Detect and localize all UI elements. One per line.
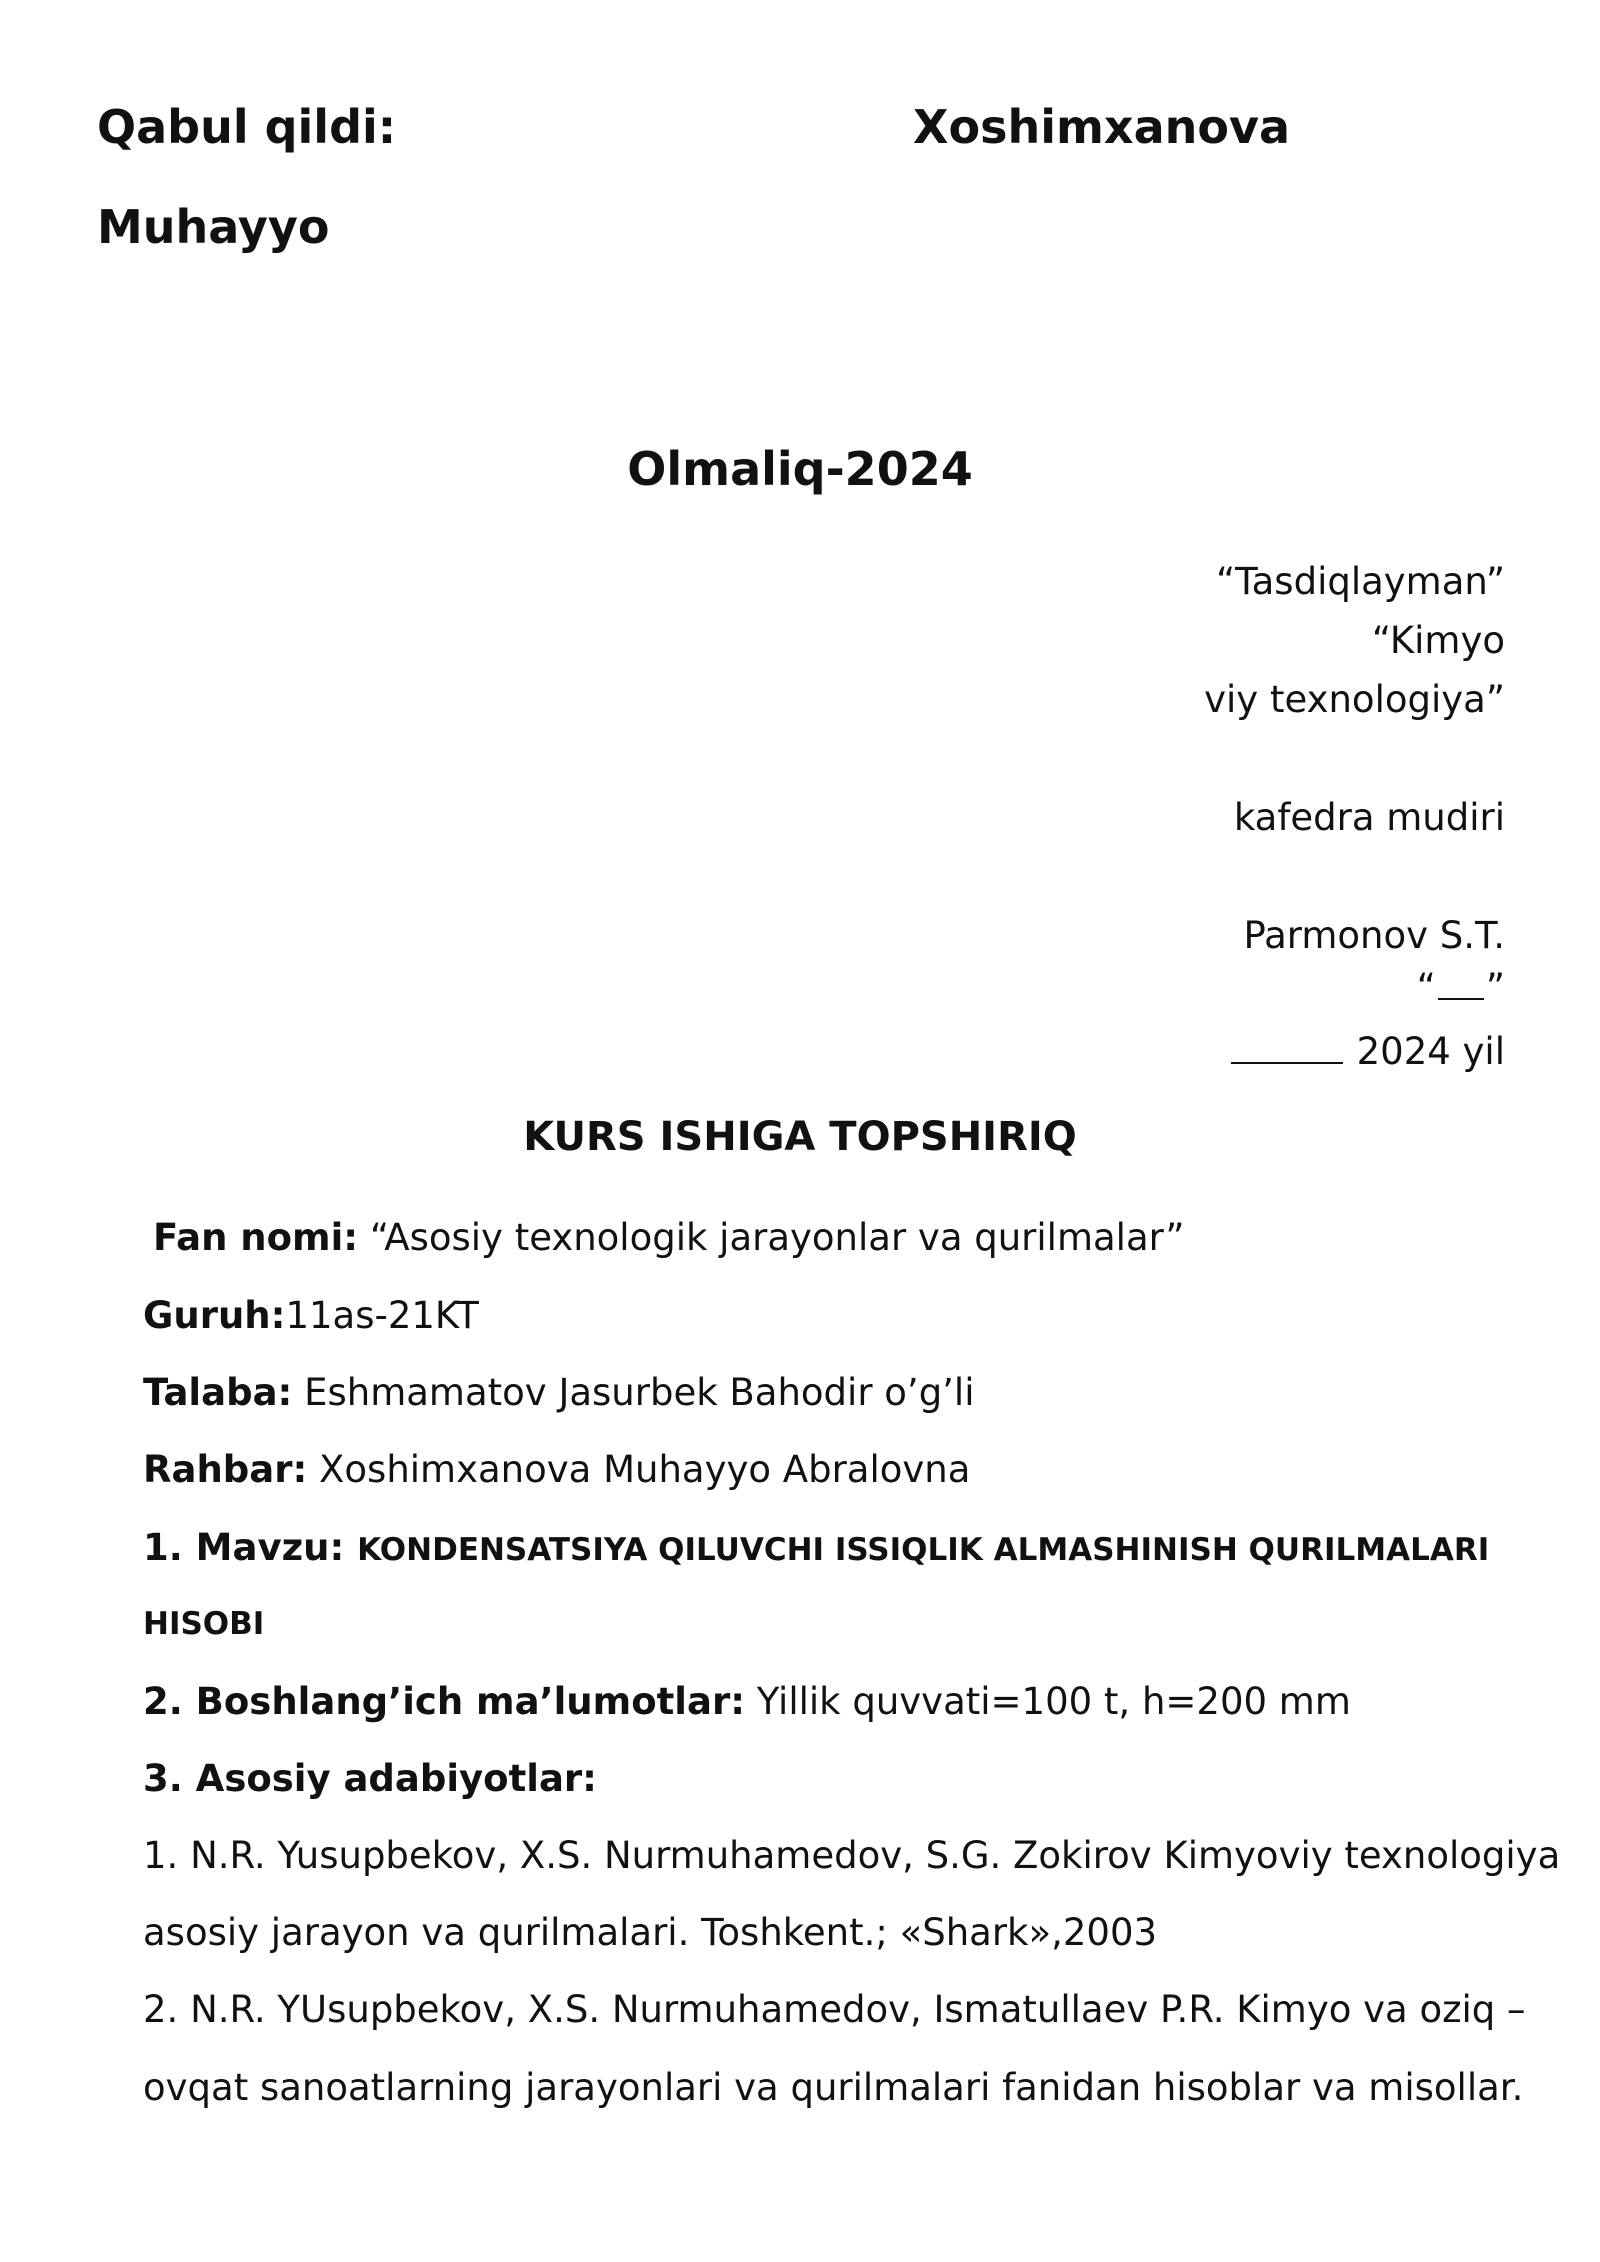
mavzu-value: KONDENSATSIYA QILUVCHI ISSIQLIK ALMASHINISH QURILMALARI: [357, 1532, 1490, 1568]
reference-1-line-2: asosiy jarayon va qurilmalari. Toshkent.; «Shark»,2003: [143, 1911, 1158, 1954]
approval-date-year: [1231, 1030, 1505, 1073]
quote-close: ”: [1485, 966, 1505, 1009]
receiver-first-name: Muhayyo: [97, 200, 330, 254]
city-year: Olmaliq-2024: [627, 442, 973, 496]
approval-line-texnologiya: viy texnologiya”: [1204, 678, 1505, 721]
approval-line-kafedra: kafedra mudiri: [1233, 796, 1505, 839]
boshlangich-value: Yillik quvvati=100 t, h=200 mm: [745, 1680, 1351, 1723]
talaba-value: Eshmamatov Jasurbek Bahodir o’g’li: [292, 1371, 975, 1414]
guruh-label: Guruh:: [143, 1294, 286, 1337]
boshlangich-label: 2. Boshlang’ich ma’lumotlar:: [143, 1680, 745, 1723]
fan-nomi-line: [153, 1216, 1185, 1259]
quote-open: “: [1416, 966, 1436, 1009]
rahbar-line: [143, 1448, 970, 1491]
mavzu-line: [143, 1526, 1489, 1569]
reference-2-line-1: 2. N.R. YUsupbekov, X.S. Nurmuhamedov, Ismatullaev P.R. Kimyo va oziq –: [143, 1988, 1526, 2031]
asosiy-adabiyotlar-heading: [143, 1757, 597, 1800]
reference-1-line-1: 1. N.R. Yusupbekov, X.S. Nurmuhamedov, S.G. Zokirov Kimyoviy texnologiya: [143, 1834, 1561, 1877]
approval-date-day: [1417, 966, 1505, 1009]
day-blank: [1438, 968, 1484, 1000]
guruh-line: [143, 1294, 479, 1337]
approval-line-tasdiqlayman: “Tasdiqlayman”: [1215, 560, 1505, 603]
guruh-value: 11as-21KT: [285, 1294, 479, 1337]
month-blank: [1231, 1032, 1343, 1064]
reference-2-line-2: ovqat sanoatlarning jarayonlari va qurilmalari fanidan hisoblar va misollar.: [143, 2066, 1524, 2109]
fan-value: “Asosiy texnologik jarayonlar va qurilmalar”: [358, 1216, 1185, 1259]
approval-line-head-name: Parmonov S.T.: [1243, 914, 1505, 957]
rahbar-value: Xoshimxanova Muhayyo Abralovna: [307, 1448, 971, 1491]
year-text: 2024 yil: [1356, 1030, 1505, 1073]
received-label: Qabul qildi:: [97, 100, 397, 154]
mavzu-label: 1. Mavzu:: [143, 1526, 358, 1569]
document-title: KURS ISHIGA TOPSHIRIQ: [523, 1114, 1077, 1160]
approval-line-kimyo: “Kimyo: [1371, 619, 1505, 662]
boshlangich-line: [143, 1680, 1351, 1723]
talaba-label: Talaba:: [143, 1371, 293, 1414]
rahbar-label: Rahbar:: [143, 1448, 308, 1491]
talaba-line: [143, 1371, 975, 1414]
mavzu-value-continued: HISOBI: [143, 1606, 265, 1642]
receiver-surname: Xoshimxanova: [913, 100, 1290, 154]
fan-label: Fan nomi:: [153, 1216, 359, 1259]
asosiy-label: 3. Asosiy adabiyotlar:: [143, 1757, 597, 1800]
